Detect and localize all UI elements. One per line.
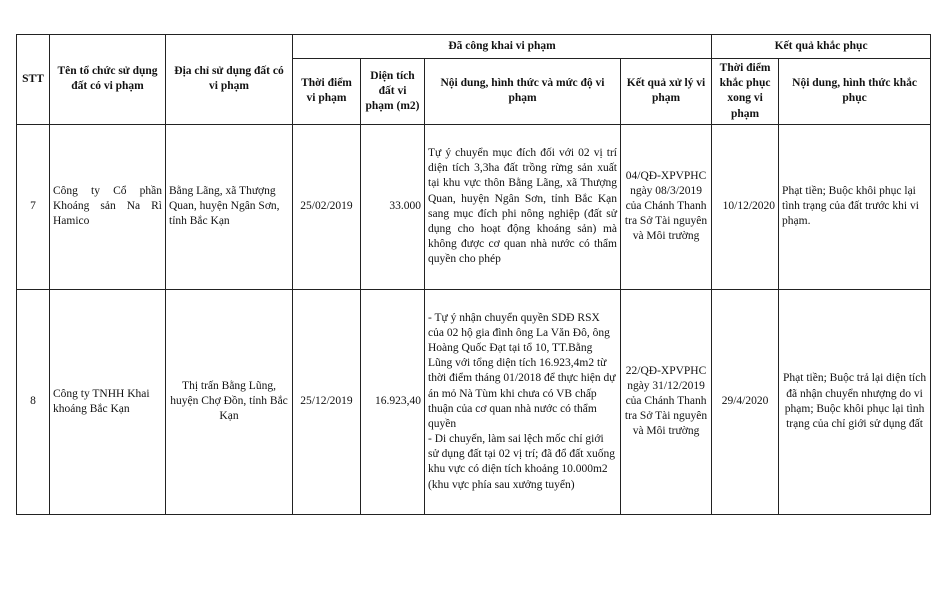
cell-handling-result: 04/QĐ-XPVPHC ngày 08/3/2019 của Chánh Thanh tra Sở Tài nguyên và Môi trường — [621, 124, 712, 289]
cell-violation-time: 25/02/2019 — [293, 124, 361, 289]
violations-table — [16, 34, 931, 515]
cell-fix-time: 10/12/2020 — [712, 124, 779, 289]
header-address: Địa chỉ sử dụng đất có vi phạm — [166, 35, 293, 125]
header-fix-time: Thời điểm khắc phục xong vi phạm — [712, 59, 779, 125]
cell-fix-content: Phạt tiền; Buộc trả lại diện tích đã nhận chuyển nhượng do vi phạm; Buộc khôi phục lại tình trạng của chỉ giới sử dụng đất — [779, 289, 931, 514]
header-org-name: Tên tổ chức sử dụng đất có vi phạm — [50, 35, 166, 125]
cell-address: Bằng Lãng, xã Thượng Quan, huyện Ngân Sơn, tỉnh Bắc Kạn — [166, 124, 293, 289]
cell-area: 16.923,40 — [361, 289, 425, 514]
cell-address: Thị trấn Bằng Lũng, huyện Chợ Đồn, tỉnh Bắc Kạn — [166, 289, 293, 514]
header-disclosed-group: Đã công khai vi phạm — [293, 35, 712, 59]
cell-content: Tự ý chuyển mục đích đối với 02 vị trí diện tích 3,3ha đất trồng rừng sản xuất tại khu vực thôn Bằng Lãng, xã Thượng Quan, huyện Ngân Sơn, tỉnh Bắc Kạn sang mục đích phi nông nghiệp (đất sử dụng cho hoạt động khoáng sản) mà không được cơ quan nhà nước có thẩm quyền cho phép — [425, 124, 621, 289]
cell-fix-time: 29/4/2020 — [712, 289, 779, 514]
cell-stt: 7 — [17, 124, 50, 289]
cell-area: 33.000 — [361, 124, 425, 289]
header-stt: STT — [17, 35, 50, 125]
table-row — [17, 124, 931, 289]
header-content: Nội dung, hình thức và mức độ vi phạm — [425, 59, 621, 125]
header-result-group: Kết quả khắc phục — [712, 35, 931, 59]
header-area: Diện tích đất vi phạm (m2) — [361, 59, 425, 125]
cell-fix-content: Phạt tiền; Buộc khôi phục lại tình trạng của đất trước khi vi phạm. — [779, 124, 931, 289]
cell-content: - Tự ý nhận chuyển quyền SDĐ RSX của 02 hộ gia đình ông La Văn Đô, ông Hoàng Quốc Đạt tại tổ 10, TT.Bằng Lũng với tổng diện tích 16.923,4m2 từ thời điểm tháng 01/2018 để thực hiện dự án mỏ Nà Tùm khi chưa có VB chấp thuận của cơ quan nhà nước có thẩm quyền - Di chuyển, làm sai lệch mốc chỉ giới sử dụng đất tại 02 vị trí; đã đổ đất xuống khu vực có diện tích khoảng 10.000m2 (khu vực phía sau xưởng tuyển) — [425, 289, 621, 514]
header-violation-time: Thời điểm vi phạm — [293, 59, 361, 125]
cell-stt: 8 — [17, 289, 50, 514]
cell-org-name: Công ty TNHH Khai khoáng Bắc Kạn — [50, 289, 166, 514]
header-fix-content: Nội dung, hình thức khắc phục — [779, 59, 931, 125]
table-row — [17, 289, 931, 514]
cell-org-name: Công ty Cổ phần Khoáng sản Na Rì Hamico — [50, 124, 166, 289]
cell-violation-time: 25/12/2019 — [293, 289, 361, 514]
header-row-1 — [17, 35, 931, 59]
header-handling-result: Kết quả xử lý vi phạm — [621, 59, 712, 125]
cell-handling-result: 22/QĐ-XPVPHC ngày 31/12/2019 của Chánh Thanh tra Sở Tài nguyên và Môi trường — [621, 289, 712, 514]
